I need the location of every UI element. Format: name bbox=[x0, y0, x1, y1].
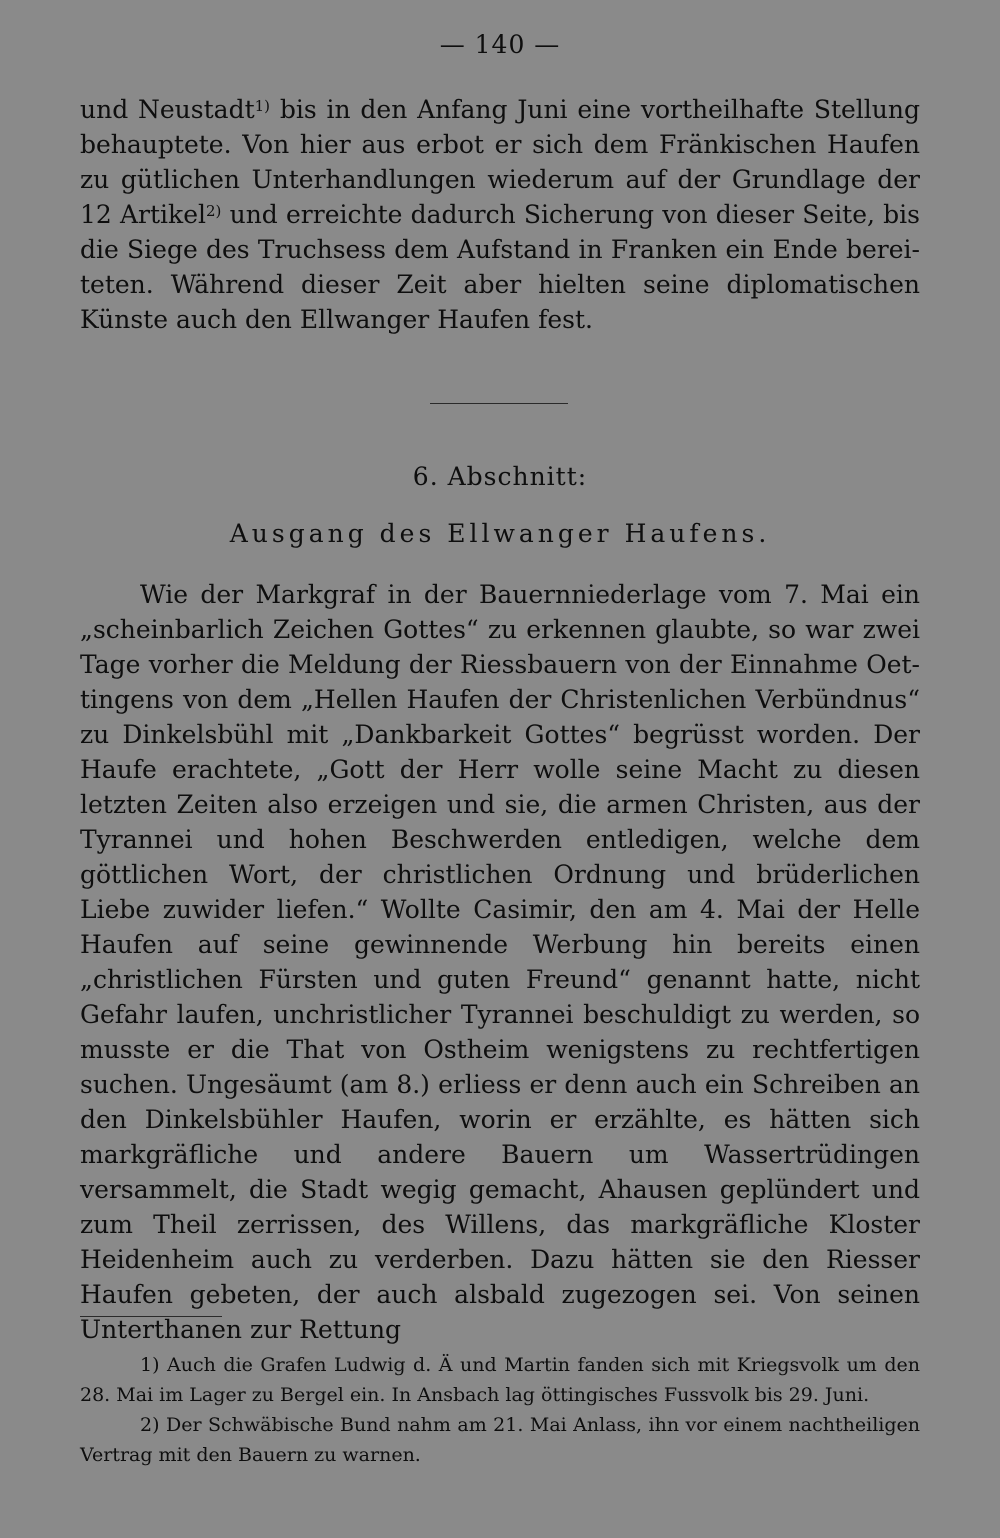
paragraph: Wie der Markgraf in der Bauernniederlage vom 7. Mai ein „scheinbarlich Zeichen Gottes“ zu erkennen glaubte, so war zwei Tage vorher die Meldung der Riessbauern von der Einnahme Oettingens von dem „Hellen Haufen der Christenlichen Verbündnus“ zu Dinkelsbühl mit „Dankbarkeit Gottes“ begrüsst worden. Der Haufe erachtete, „Gott der Herr wolle seine Macht zu diesen letzten Zeiten also erzeigen und sie, die armen Christen, aus der Tyrannei und hohen Beschwerden entledigen, welche dem göttlichen Wort, der christlichen Ordnung und brüderlichen Liebe zuwider liefen.“ Wollte Casimir, den am 4. Mai der Helle Haufen auf seine gewinnende Werbung hin bereits einen „christlichen Fürsten und guten Freund“ genannt hatte, nicht Gefahr laufen, unchristlicher Tyrannei beschuldigt zu werden, so musste er die That von Ostheim wenigstens zu rechtfertigen suchen. Ungesäumt (am 8.) erliess er denn auch ein Schreiben an den Dinkelsbühler Haufen, worin er erzählte, es hätten sich markgräfliche und andere Bauern um Wassertrüdingen versammelt, die Stadt wegig gemacht, Ahausen geplündert und zum Theil zerrissen, des Willens, das markgräfliche Kloster Heidenheim auch zu verderben. Dazu hätten sie den Riesser Haufen gebeten, der auch alsbald zugezogen sei. Von seinen Unterthanen zur Rettung bbox=[80, 580, 920, 1344]
section-divider bbox=[430, 403, 568, 404]
section-number: 6. Abschnitt: bbox=[412, 462, 588, 491]
paragraph-text: und erreichte dadurch Sicherung von dieser Seite, bis die Siege des Truchsess dem Aufstand in Franken ein Ende bereiteten. Während dieser Zeit aber hielten seine diplomatischen Künste auch den Ellwanger Haufen fest. bbox=[80, 200, 920, 334]
footnote-1: 1) Auch die Grafen Ludwig d. Ä und Martin fanden sich mit Kriegsvolk um den 28. Mai im Lager zu Bergel ein. In Ansbach lag öttingisches Fussvolk bis 29. Juni. bbox=[80, 1354, 920, 1406]
section-title: Ausgang des Ellwanger Haufens. bbox=[229, 519, 771, 548]
paragraph-text: und Neustadt bbox=[80, 95, 255, 124]
footnote-2: 2) Der Schwäbische Bund nahm am 21. Mai Anlass, ihn vor einem nachtheiligen Vertrag mit den Bauern zu warnen. bbox=[80, 1414, 920, 1466]
footnote-reference[interactable]: 2) bbox=[206, 202, 222, 220]
page-number: — 140 — bbox=[439, 30, 561, 59]
paragraph-text: bis in den Anfang Juni eine vortheilhafte Stellung behauptete. Von hier aus erbot er sich dem Fränkischen Haufen zu gütlichen Unterhandlungen wiederum auf der Grundlage der 12 Artikel bbox=[80, 95, 920, 229]
footnote-divider bbox=[80, 1316, 222, 1317]
footnotes bbox=[80, 1350, 920, 1470]
paragraph-continued bbox=[80, 92, 920, 337]
footnote-reference[interactable]: 1) bbox=[254, 97, 271, 115]
